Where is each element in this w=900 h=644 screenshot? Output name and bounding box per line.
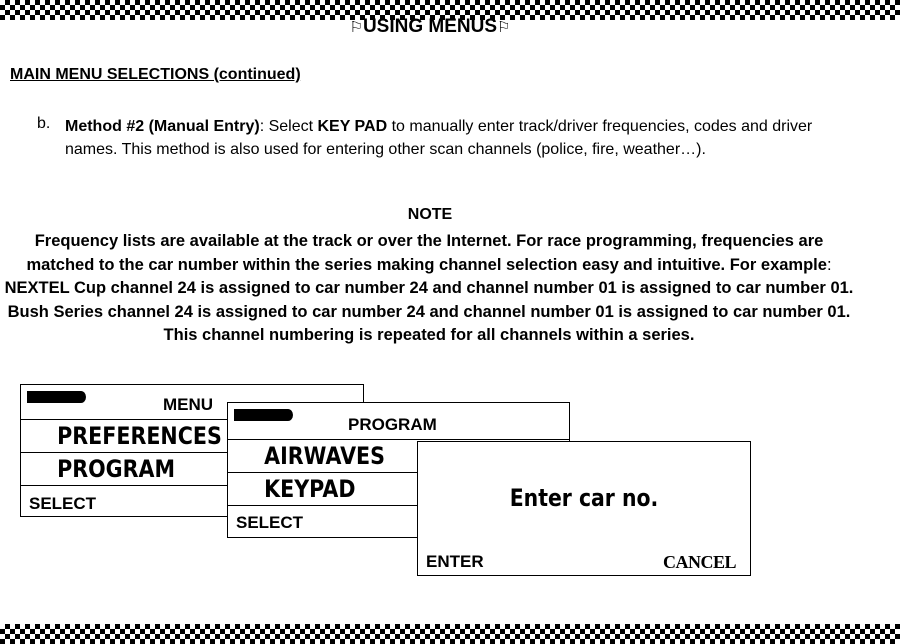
menu-item-preferences[interactable]: PREFERENCES — [57, 422, 222, 450]
program-item-airwaves[interactable]: AIRWAVES — [264, 442, 386, 470]
note-body — [4, 230, 854, 348]
menu-screen-title: MENU — [163, 395, 214, 414]
page-title — [0, 16, 860, 38]
note-text-part2: NEXTEL Cup channel 24 is assigned to car number 24 and channel number 01 is assigned to car number 01. Bush Series channel 24 is assigned to car number 24 and channel number 01 is assigned to car number 01. This channel numbering is repeated for all channels within a series. — [4, 279, 854, 344]
checkered-border-bottom — [0, 624, 900, 644]
select-softkey[interactable]: SELECT — [236, 513, 304, 532]
enter-car-screen-display — [417, 441, 751, 576]
method-2-paragraph — [65, 115, 835, 161]
method-description: to manually enter track/driver frequencies, codes and driver names. This method is also used for entering other scan channels (police, fire, weather…). — [65, 118, 813, 158]
program-item-keypad[interactable]: KEYPAD — [228, 472, 521, 505]
signal-strength-icon — [27, 391, 81, 403]
enter-softkey[interactable]: ENTER — [426, 552, 484, 571]
note-title: NOTE — [407, 206, 453, 223]
program-screen-title: PROGRAM — [348, 415, 437, 434]
note-text-part1: Frequency lists are available at the track or over the Internet. For race programming, frequencies are matched to the car number within the series making channel selection easy and intuitive. For example — [26, 232, 827, 274]
select-softkey[interactable]: SELECT — [29, 494, 97, 513]
menu-item-program[interactable]: PROGRAM — [21, 452, 315, 485]
cancel-softkey[interactable]: CANCEL — [662, 552, 736, 572]
pennant-flag-icon: ⚐ — [349, 19, 363, 36]
method-intro: : Select — [259, 118, 318, 135]
enter-car-prompt: Enter car no. — [509, 484, 659, 512]
key-pad-keyword: KEY PAD — [317, 118, 388, 135]
method-label: Method #2 (Manual Entry) — [65, 118, 260, 135]
section-heading: MAIN MENU SELECTIONS (continued) — [10, 66, 301, 83]
list-item-marker: b. — [37, 115, 51, 132]
pennant-flag-icon: ⚐ — [497, 19, 511, 36]
note-colon: : — [826, 255, 832, 274]
page-title-text: USING MENUS — [362, 16, 498, 37]
signal-strength-icon — [234, 409, 288, 421]
